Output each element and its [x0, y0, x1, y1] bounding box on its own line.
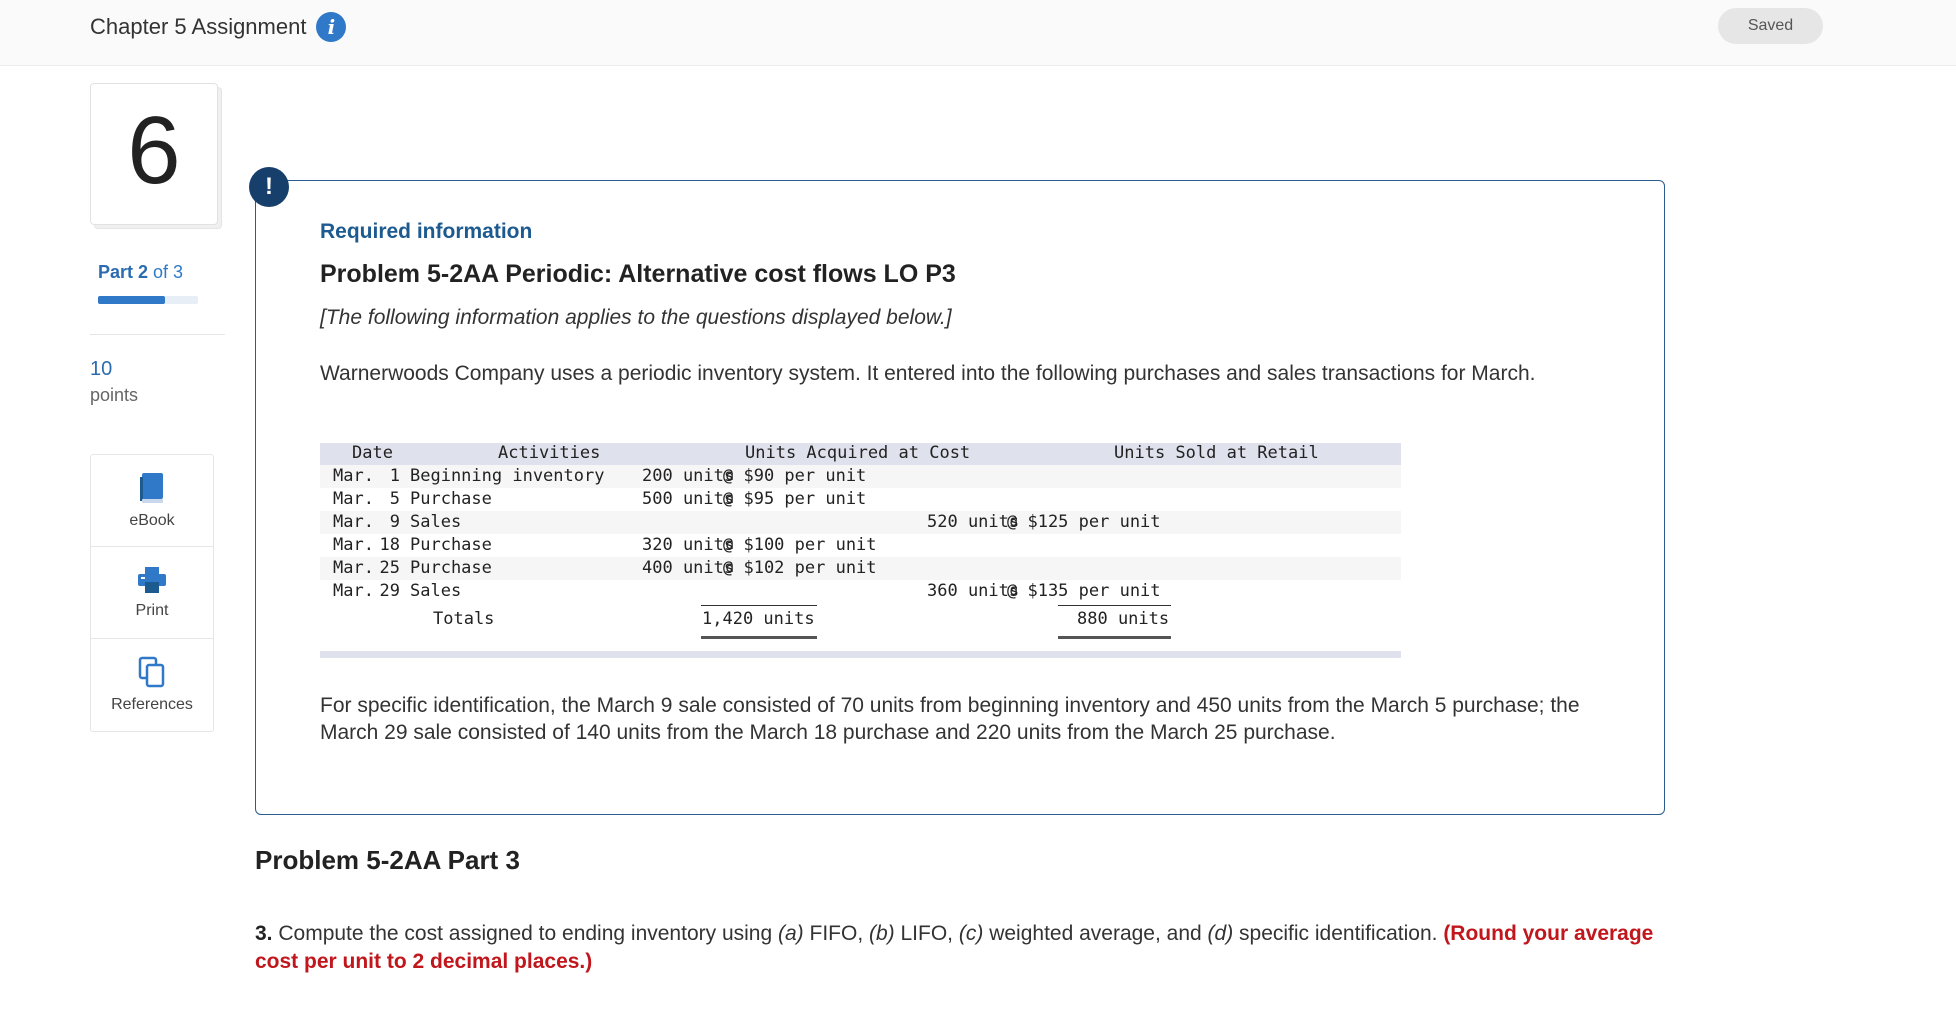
table-row [320, 511, 1401, 534]
part-progress-bar [98, 296, 198, 304]
problem-description: Warnerwoods Company uses a periodic inventory system. It entered into the following purchases and sales transactions for March. [320, 362, 1536, 385]
sidebar-divider [90, 334, 225, 335]
totals-label: Totals [433, 609, 495, 629]
printer-icon [137, 566, 167, 594]
info-icon[interactable]: i [316, 12, 346, 42]
table-row [320, 465, 1401, 488]
question-text [255, 920, 1675, 976]
book-icon [139, 472, 165, 504]
totals-double-rule-sold [1058, 636, 1171, 639]
table-header [320, 443, 1401, 465]
question-number: 6 [127, 97, 181, 204]
part-indicator [98, 262, 183, 283]
acquired-units-cell: 500 units [642, 489, 735, 509]
acquired-price-cell: @ $90 per unit [723, 466, 867, 486]
print-button[interactable] [91, 547, 213, 639]
option-d-text: specific identification. [1233, 922, 1444, 945]
question-number-card [90, 83, 218, 225]
acquired-price-cell: @ $100 per unit [723, 535, 877, 555]
points-label: points [90, 385, 139, 405]
date-day-cell: 1 [389, 466, 400, 486]
assignment-title-group [90, 12, 346, 42]
references-button[interactable] [91, 639, 213, 731]
date-month-cell: Mar. [333, 581, 374, 601]
activity-cell: Purchase [410, 558, 492, 578]
date-month-cell: Mar. [333, 512, 374, 532]
totals-rule-acquired [701, 605, 817, 606]
part-total: of 3 [153, 262, 184, 282]
acquired-units-cell: 400 units [642, 558, 735, 578]
acquired-units-cell: 200 units [642, 466, 735, 486]
acquired-price-cell: @ $102 per unit [723, 558, 877, 578]
option-b-text: LIFO, [894, 922, 959, 945]
date-month-cell: Mar. [333, 558, 374, 578]
date-month-cell: Mar. [333, 535, 374, 555]
date-day-cell: 25 [379, 558, 400, 578]
assignment-title: Chapter 5 Assignment [90, 14, 307, 39]
totals-sold: 880 units [1077, 609, 1170, 629]
totals-rule-sold [1058, 605, 1171, 606]
table-row [320, 557, 1401, 580]
required-information-heading: Required information [320, 220, 533, 243]
saved-status-badge: Saved [1718, 8, 1823, 44]
part-progress-fill [98, 296, 165, 304]
table-row [320, 580, 1401, 603]
question-text-1: Compute the cost assigned to ending inventory using [272, 922, 778, 945]
activity-cell: Sales [410, 512, 462, 532]
activity-cell: Sales [410, 581, 462, 601]
activity-cell: Purchase [410, 535, 492, 555]
activity-cell: Beginning inventory [410, 466, 605, 486]
table-row [320, 488, 1401, 511]
col-date-header: Date [352, 443, 393, 463]
option-a-marker: (a) [778, 922, 804, 945]
copy-icon [138, 656, 166, 688]
rounding-note: (Round your average cost per unit to 2 decimal places.) [255, 922, 1654, 973]
sold-price-cell: @ $125 per unit [1007, 512, 1161, 532]
sold-units-cell: 520 units [927, 512, 1020, 532]
date-day-cell: 9 [389, 512, 400, 532]
option-b-marker: (b) [869, 922, 895, 945]
ebook-label: eBook [129, 511, 175, 529]
col-activities-header: Activities [498, 443, 601, 463]
col-acquired-header: Units Acquired at Cost [745, 443, 971, 463]
col-sold-header: Units Sold at Retail [1114, 443, 1319, 463]
date-day-cell: 5 [389, 489, 400, 509]
totals-double-rule-acquired [701, 636, 817, 639]
points-value: 10 [90, 358, 113, 380]
activity-cell: Purchase [410, 489, 492, 509]
question-number-label: 3. [255, 922, 273, 945]
date-day-cell: 29 [379, 581, 400, 601]
part-current: Part 2 [98, 262, 149, 282]
ebook-button[interactable] [91, 455, 213, 547]
option-d-marker: (d) [1207, 922, 1234, 945]
table-row [320, 534, 1401, 557]
date-month-cell: Mar. [333, 489, 374, 509]
date-day-cell: 18 [379, 535, 400, 555]
problem-title: Problem 5-2AA Periodic: Alternative cost flows LO P3 [320, 260, 956, 288]
totals-acquired: 1,420 units [702, 609, 815, 629]
option-c-text: weighted average, and [983, 922, 1208, 945]
option-a-text: FIFO, [803, 922, 869, 945]
table-totals-row [320, 603, 1401, 639]
table-bottom-bar [320, 651, 1401, 658]
transactions-table [320, 443, 1401, 658]
references-label: References [111, 696, 193, 713]
print-label: Print [135, 601, 169, 619]
sold-units-cell: 360 units [927, 581, 1020, 601]
tools-panel [90, 454, 214, 732]
part-title: Problem 5-2AA Part 3 [255, 845, 520, 875]
acquired-units-cell: 320 units [642, 535, 735, 555]
specific-identification-note: For specific identification, the March 9 sale consisted of 70 units from beginning inventory and 450 units from the March 5 purchase; the March 29 sale consisted of 140 units from the March 18 purchase and 220 units from the March 25 purchase. [320, 694, 1580, 744]
acquired-price-cell: @ $95 per unit [723, 489, 867, 509]
intro-note: [The following information applies to the questions displayed below.] [320, 306, 952, 329]
option-c-marker: (c) [958, 922, 984, 945]
top-bar [0, 0, 1956, 66]
date-month-cell: Mar. [333, 466, 374, 486]
sold-price-cell: @ $135 per unit [1007, 581, 1161, 601]
alert-icon: ! [249, 167, 289, 207]
